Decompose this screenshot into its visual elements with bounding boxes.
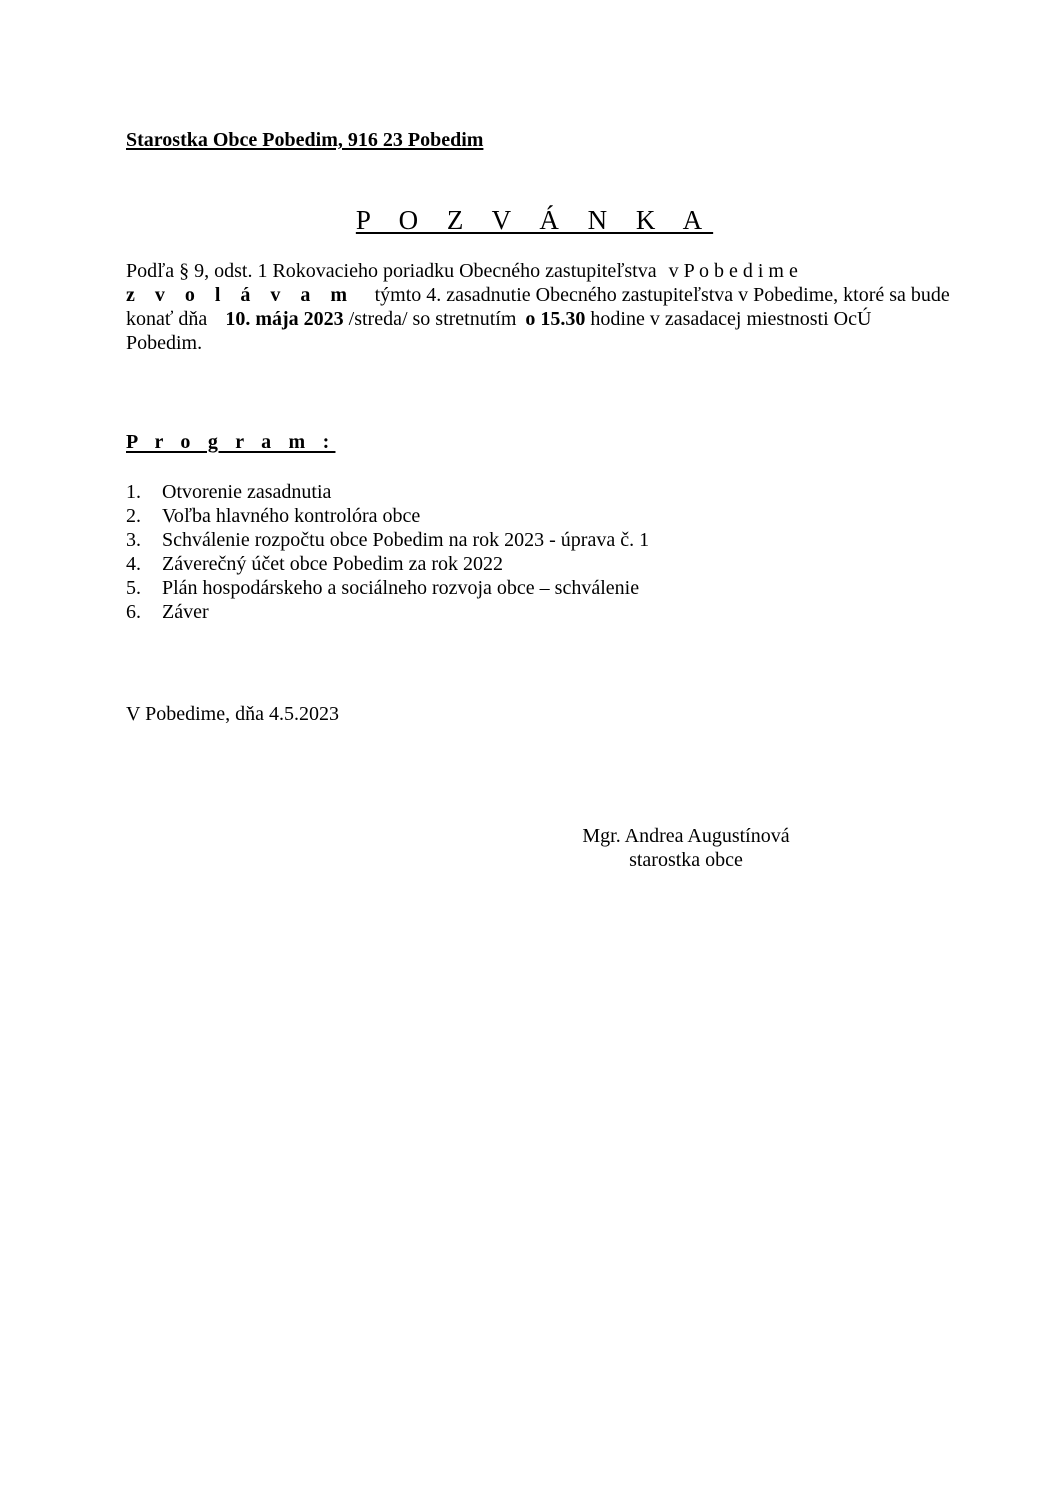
signatory-role: starostka obce bbox=[629, 849, 743, 871]
paragraph-municipality: v P o b e d i m e bbox=[668, 260, 798, 282]
program-item bbox=[126, 504, 649, 528]
invitation-paragraph bbox=[126, 259, 950, 355]
paragraph-line-2-text: týmto 4. zasadnutie Obecného zastupiteľstva v Pobedime, ktoré sa bude bbox=[374, 284, 950, 306]
program-item-number: 2. bbox=[126, 505, 141, 527]
program-item-number: 4. bbox=[126, 553, 141, 575]
program-item-number: 1. bbox=[126, 481, 141, 503]
program-item-text: Záverečný účet obce Pobedim za rok 2022 bbox=[162, 553, 503, 575]
program-item bbox=[126, 576, 649, 600]
program-item-text: Schválenie rozpočtu obce Pobedim na rok 2023 - úprava č. 1 bbox=[162, 529, 650, 551]
program-item-number: 3. bbox=[126, 529, 141, 551]
sender-header: Starostka Obce Pobedim, 916 23 Pobedim bbox=[126, 129, 484, 151]
document-title-text: P O Z V Á N K A bbox=[355, 205, 714, 235]
paragraph-line-1 bbox=[126, 259, 946, 283]
signatory-name: Mgr. Andrea Augustínová bbox=[582, 825, 790, 847]
program-list bbox=[126, 480, 649, 624]
place-and-date: V Pobedime, dňa 4.5.2023 bbox=[126, 703, 339, 725]
program-item-text: Otvorenie zasadnutia bbox=[162, 481, 332, 503]
paragraph-line-1-text: Podľa § 9, odst. 1 Rokovacieho poriadku Obecného zastupiteľstva bbox=[126, 260, 657, 282]
program-item bbox=[126, 528, 649, 552]
program-item-text: Plán hospodárskeho a sociálneho rozvoja obce – schválenie bbox=[162, 577, 640, 599]
program-item bbox=[126, 480, 649, 504]
program-item-text: Záver bbox=[162, 601, 209, 623]
program-item-number: 5. bbox=[126, 577, 141, 599]
paragraph-line-4: Pobedim. bbox=[126, 332, 203, 354]
paragraph-held-on: konať dňa bbox=[126, 308, 208, 330]
meeting-time: o 15.30 bbox=[525, 308, 586, 330]
program-item-number: 6. bbox=[126, 601, 141, 623]
signature-block bbox=[560, 824, 812, 872]
program-heading: P r o g r a m : bbox=[126, 431, 336, 453]
paragraph-location: hodine v zasadacej miestnosti OcÚ bbox=[590, 308, 872, 330]
meeting-date: 10. mája 2023 bbox=[225, 308, 344, 330]
paragraph-convene: z v o l á v a m bbox=[126, 284, 355, 306]
paragraph-weekday: /streda/ so stretnutím bbox=[348, 308, 517, 330]
program-item bbox=[126, 600, 649, 624]
document-title bbox=[0, 204, 1058, 236]
paragraph-line-3 bbox=[126, 307, 946, 331]
program-item-text: Voľba hlavného kontrolóra obce bbox=[162, 505, 421, 527]
program-item bbox=[126, 552, 649, 576]
paragraph-line-2 bbox=[126, 283, 950, 307]
